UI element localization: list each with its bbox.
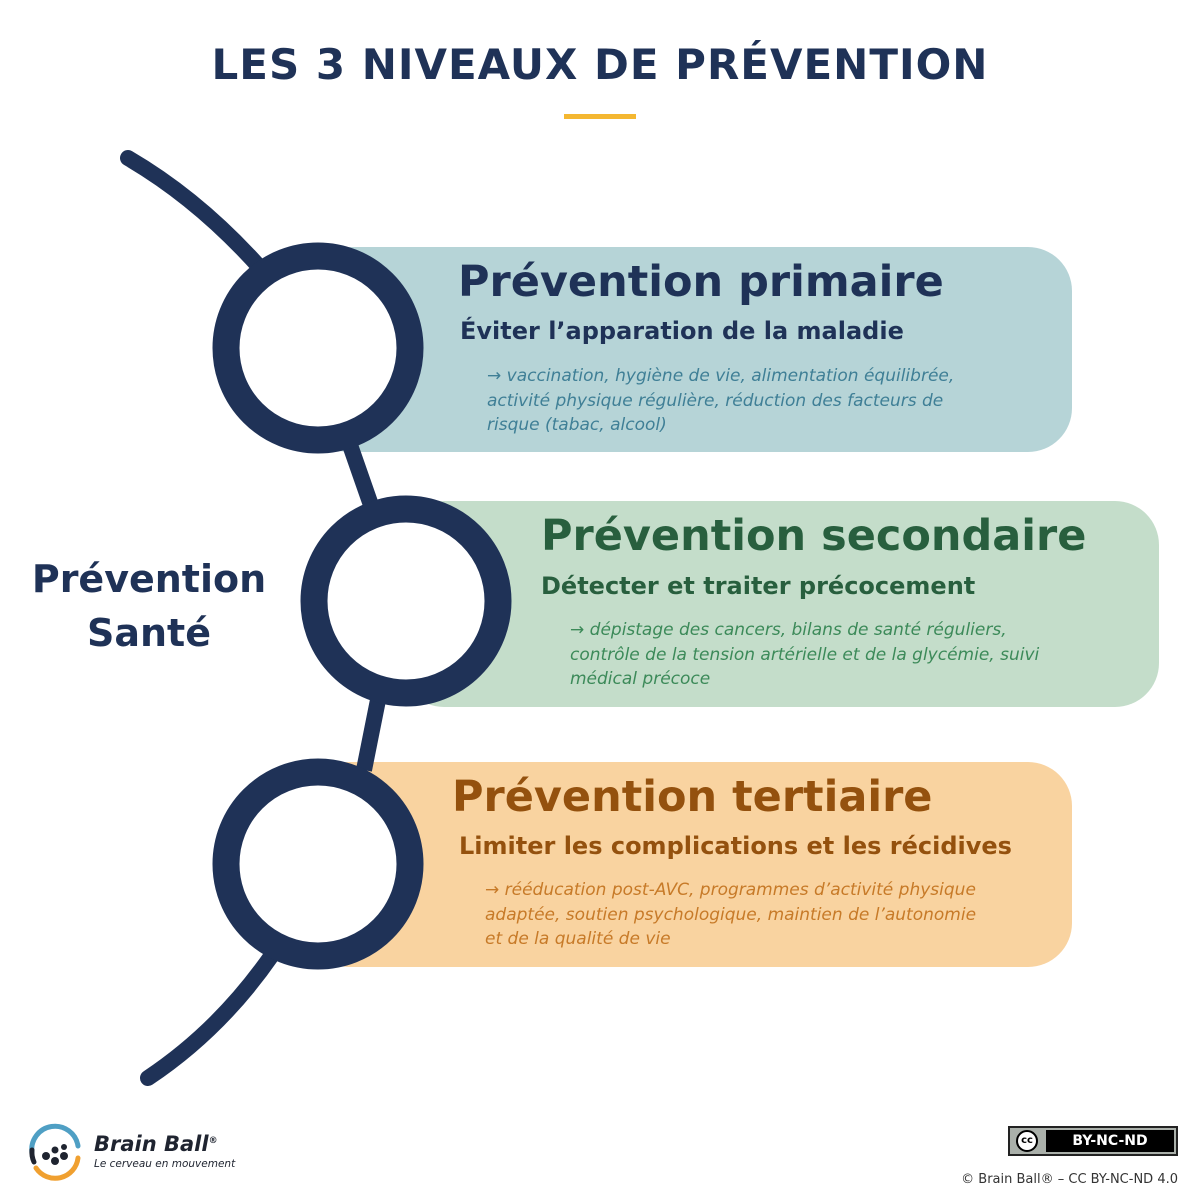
level-title: Prévention tertiaire [452, 772, 933, 822]
level-title: Prévention secondaire [541, 511, 1087, 561]
connector-bottom-curve [148, 955, 272, 1078]
level-subtitle: Détecter et traiter précocement [541, 572, 976, 600]
side-label-line1: Prévention [31, 557, 267, 601]
connector-top-curve [128, 158, 262, 270]
brain-ball-icon [24, 1122, 86, 1184]
cc-icon: cc [1016, 1130, 1038, 1152]
level-subtitle: Limiter les complications et les récidives [459, 832, 1012, 860]
brand-logo [24, 1118, 244, 1188]
license-badge-text: BY-NC-ND [1046, 1130, 1174, 1152]
brand-name-text: Brain Ball [94, 1132, 209, 1156]
level-subtitle: Éviter l’apparation de la maladie [460, 317, 904, 345]
brand-registered-mark: ® [208, 1136, 218, 1146]
level-detail: → dépistage des cancers, bilans de santé réguliers, contrôle de la tension artérielle et de la glycémie, suivi médical précoce [570, 620, 1040, 689]
ring-tertiary [226, 772, 410, 956]
connector-segment-1-2 [350, 445, 372, 508]
brand-name [94, 1132, 218, 1156]
ring-primary [226, 256, 410, 440]
connector-segment-2-3 [364, 700, 378, 770]
license-badge [1008, 1126, 1178, 1156]
level-title: Prévention primaire [458, 257, 944, 307]
level-detail: → vaccination, hygiène de vie, alimentation équilibrée, activité physique régulière, réduction des facteurs de risque (tabac, alcool) [487, 366, 955, 435]
copyright-notice: © Brain Ball® – CC BY-NC-ND 4.0 [961, 1172, 1178, 1187]
side-label-line2: Santé [86, 611, 211, 655]
side-label [20, 552, 278, 660]
level-detail: → rééducation post-AVC, programmes d’activité physique adaptée, soutien psychologique, maintien de l’autonomie et de la qualité de vie [485, 880, 977, 949]
ring-secondary [314, 509, 498, 693]
page-title: LES 3 NIVEAUX DE PRÉVENTION [211, 40, 989, 89]
brand-tagline: Le cerveau en mouvement [94, 1158, 236, 1170]
